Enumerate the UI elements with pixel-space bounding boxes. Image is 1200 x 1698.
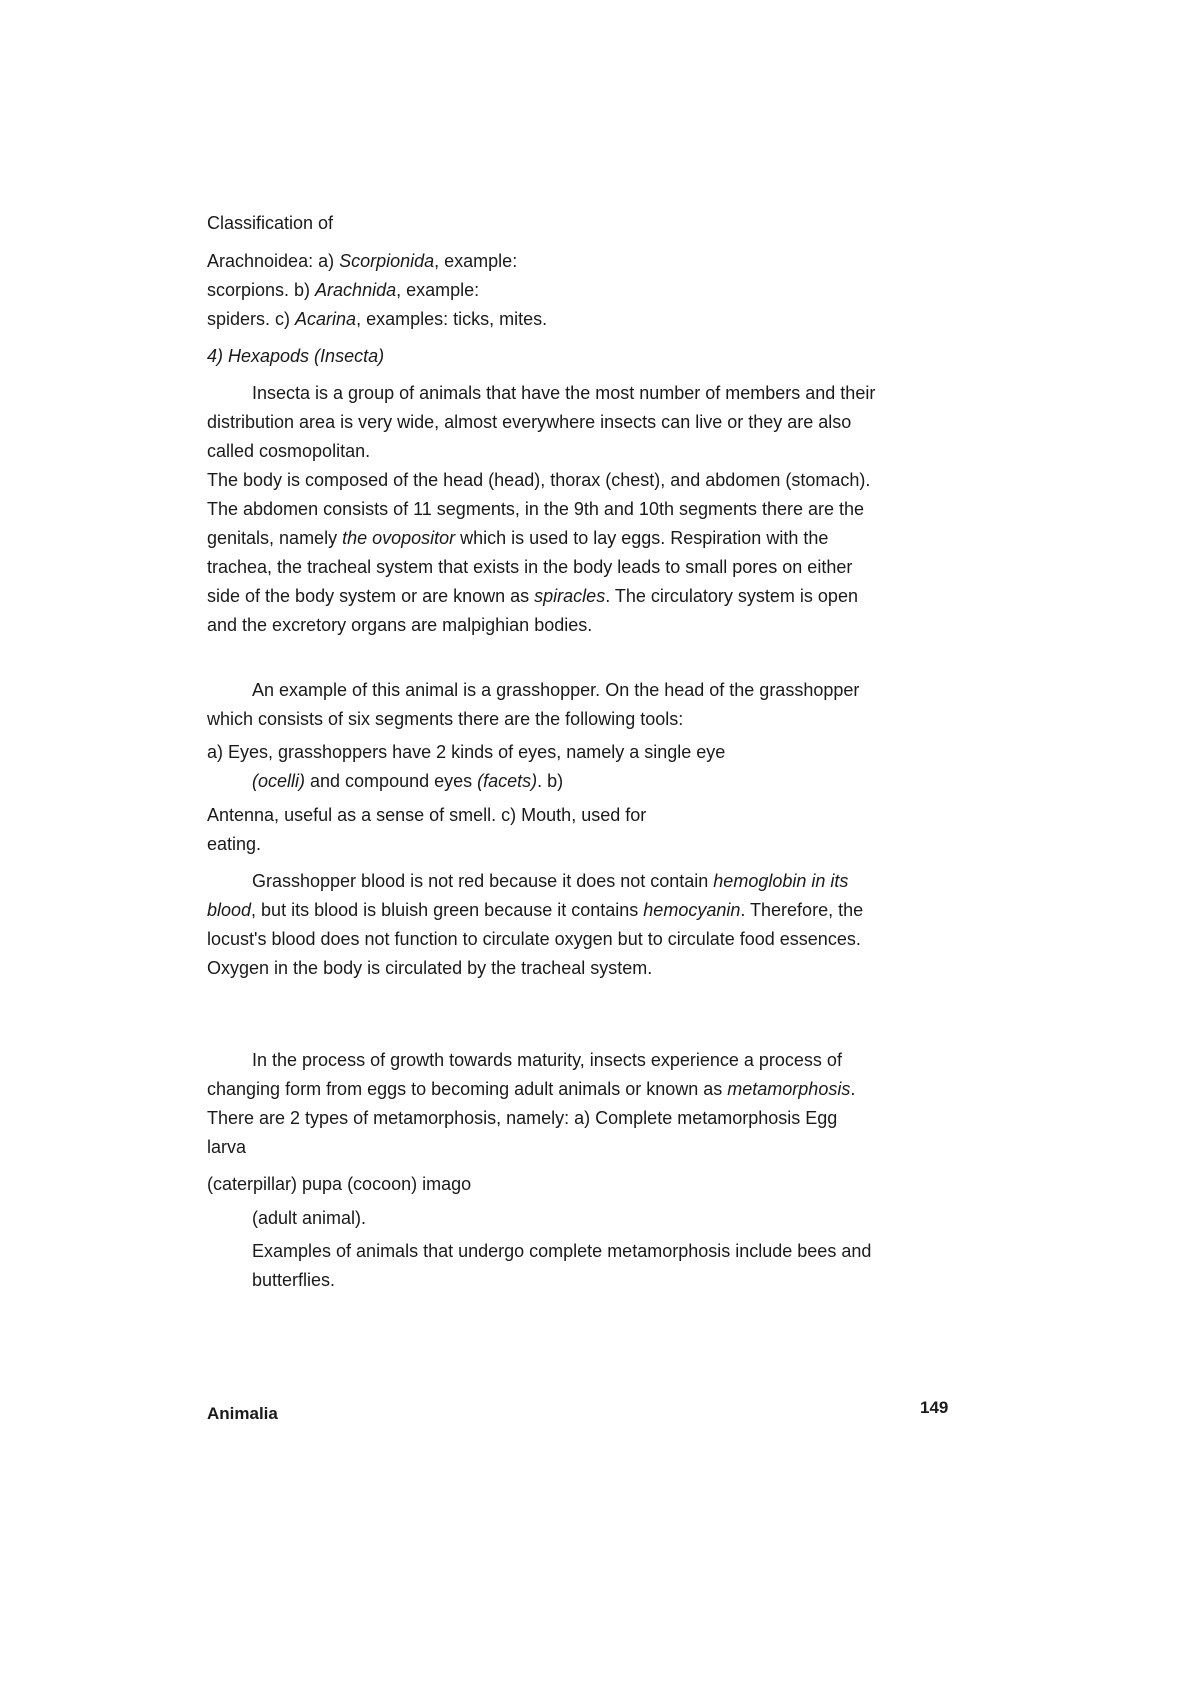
blood-line-3: locust's blood does not function to circulate oxygen but to circulate food essences. <box>207 929 861 949</box>
footer-chapter: Animalia <box>207 1404 278 1423</box>
insecta-line-8: side of the body system or are known as spiracles. The circulatory system is open <box>207 586 858 606</box>
page-number: 149 <box>920 1398 949 1417</box>
section-heading: 4) Hexapods (Insecta) <box>207 346 385 366</box>
metamorphosis-line-1: In the process of growth towards maturity, insects experience a process of <box>252 1050 842 1070</box>
insecta-line-3: called cosmopolitan. <box>207 441 371 461</box>
grasshopper-line-2: which consists of six segments there are the following tools: <box>207 709 684 729</box>
insecta-line-5: The abdomen consists of 11 segments, in the 9th and 10th segments there are the <box>207 499 865 519</box>
classification-line-2: Arachnoidea: a) Scorpionida, example: <box>207 251 518 271</box>
grasshopper-line-1: An example of this animal is a grasshopper. On the head of the grasshopper <box>252 680 860 700</box>
metamorphosis-line-3: There are 2 types of metamorphosis, namely: a) Complete metamorphosis Egg <box>207 1108 838 1128</box>
metamorphosis-line-7: Examples of animals that undergo complete metamorphosis include bees and <box>252 1241 872 1261</box>
metamorphosis-line-8: butterflies. <box>252 1270 336 1290</box>
metamorphosis-line-4: larva <box>207 1137 247 1157</box>
insecta-line-1: Insecta is a group of animals that have the most number of members and their <box>252 383 876 403</box>
metamorphosis-line-6: (adult animal). <box>252 1208 367 1228</box>
classification-line-1: Classification of <box>207 213 334 233</box>
insecta-line-7: trachea, the tracheal system that exists in the body leads to small pores on either <box>207 557 853 577</box>
grasshopper-line-5: Antenna, useful as a sense of smell. c) Mouth, used for <box>207 805 647 825</box>
grasshopper-line-4: (ocelli) and compound eyes (facets). b) <box>252 771 564 791</box>
blood-line-4: Oxygen in the body is circulated by the tracheal system. <box>207 958 653 978</box>
insecta-line-2: distribution area is very wide, almost everywhere insects can live or they are also <box>207 412 852 432</box>
metamorphosis-line-2: changing form from eggs to becoming adult animals or known as metamorphosis. <box>207 1079 856 1099</box>
insecta-line-6: genitals, namely the ovopositor which is used to lay eggs. Respiration with the <box>207 528 829 548</box>
metamorphosis-line-5: (caterpillar) pupa (cocoon) imago <box>207 1174 472 1194</box>
grasshopper-line-6: eating. <box>207 834 262 854</box>
blood-line-2: blood, but its blood is bluish green because it contains hemocyanin. Therefore, the <box>207 900 864 920</box>
insecta-line-9: and the excretory organs are malpighian bodies. <box>207 615 593 635</box>
insecta-line-4: The body is composed of the head (head), thorax (chest), and abdomen (stomach). <box>207 470 871 490</box>
blood-line-1: Grasshopper blood is not red because it does not contain hemoglobin in its <box>252 871 849 891</box>
classification-line-3: scorpions. b) Arachnida, example: <box>207 280 480 300</box>
classification-line-4: spiders. c) Acarina, examples: ticks, mites. <box>207 309 548 329</box>
grasshopper-line-3: a) Eyes, grasshoppers have 2 kinds of eyes, namely a single eye <box>207 742 726 762</box>
